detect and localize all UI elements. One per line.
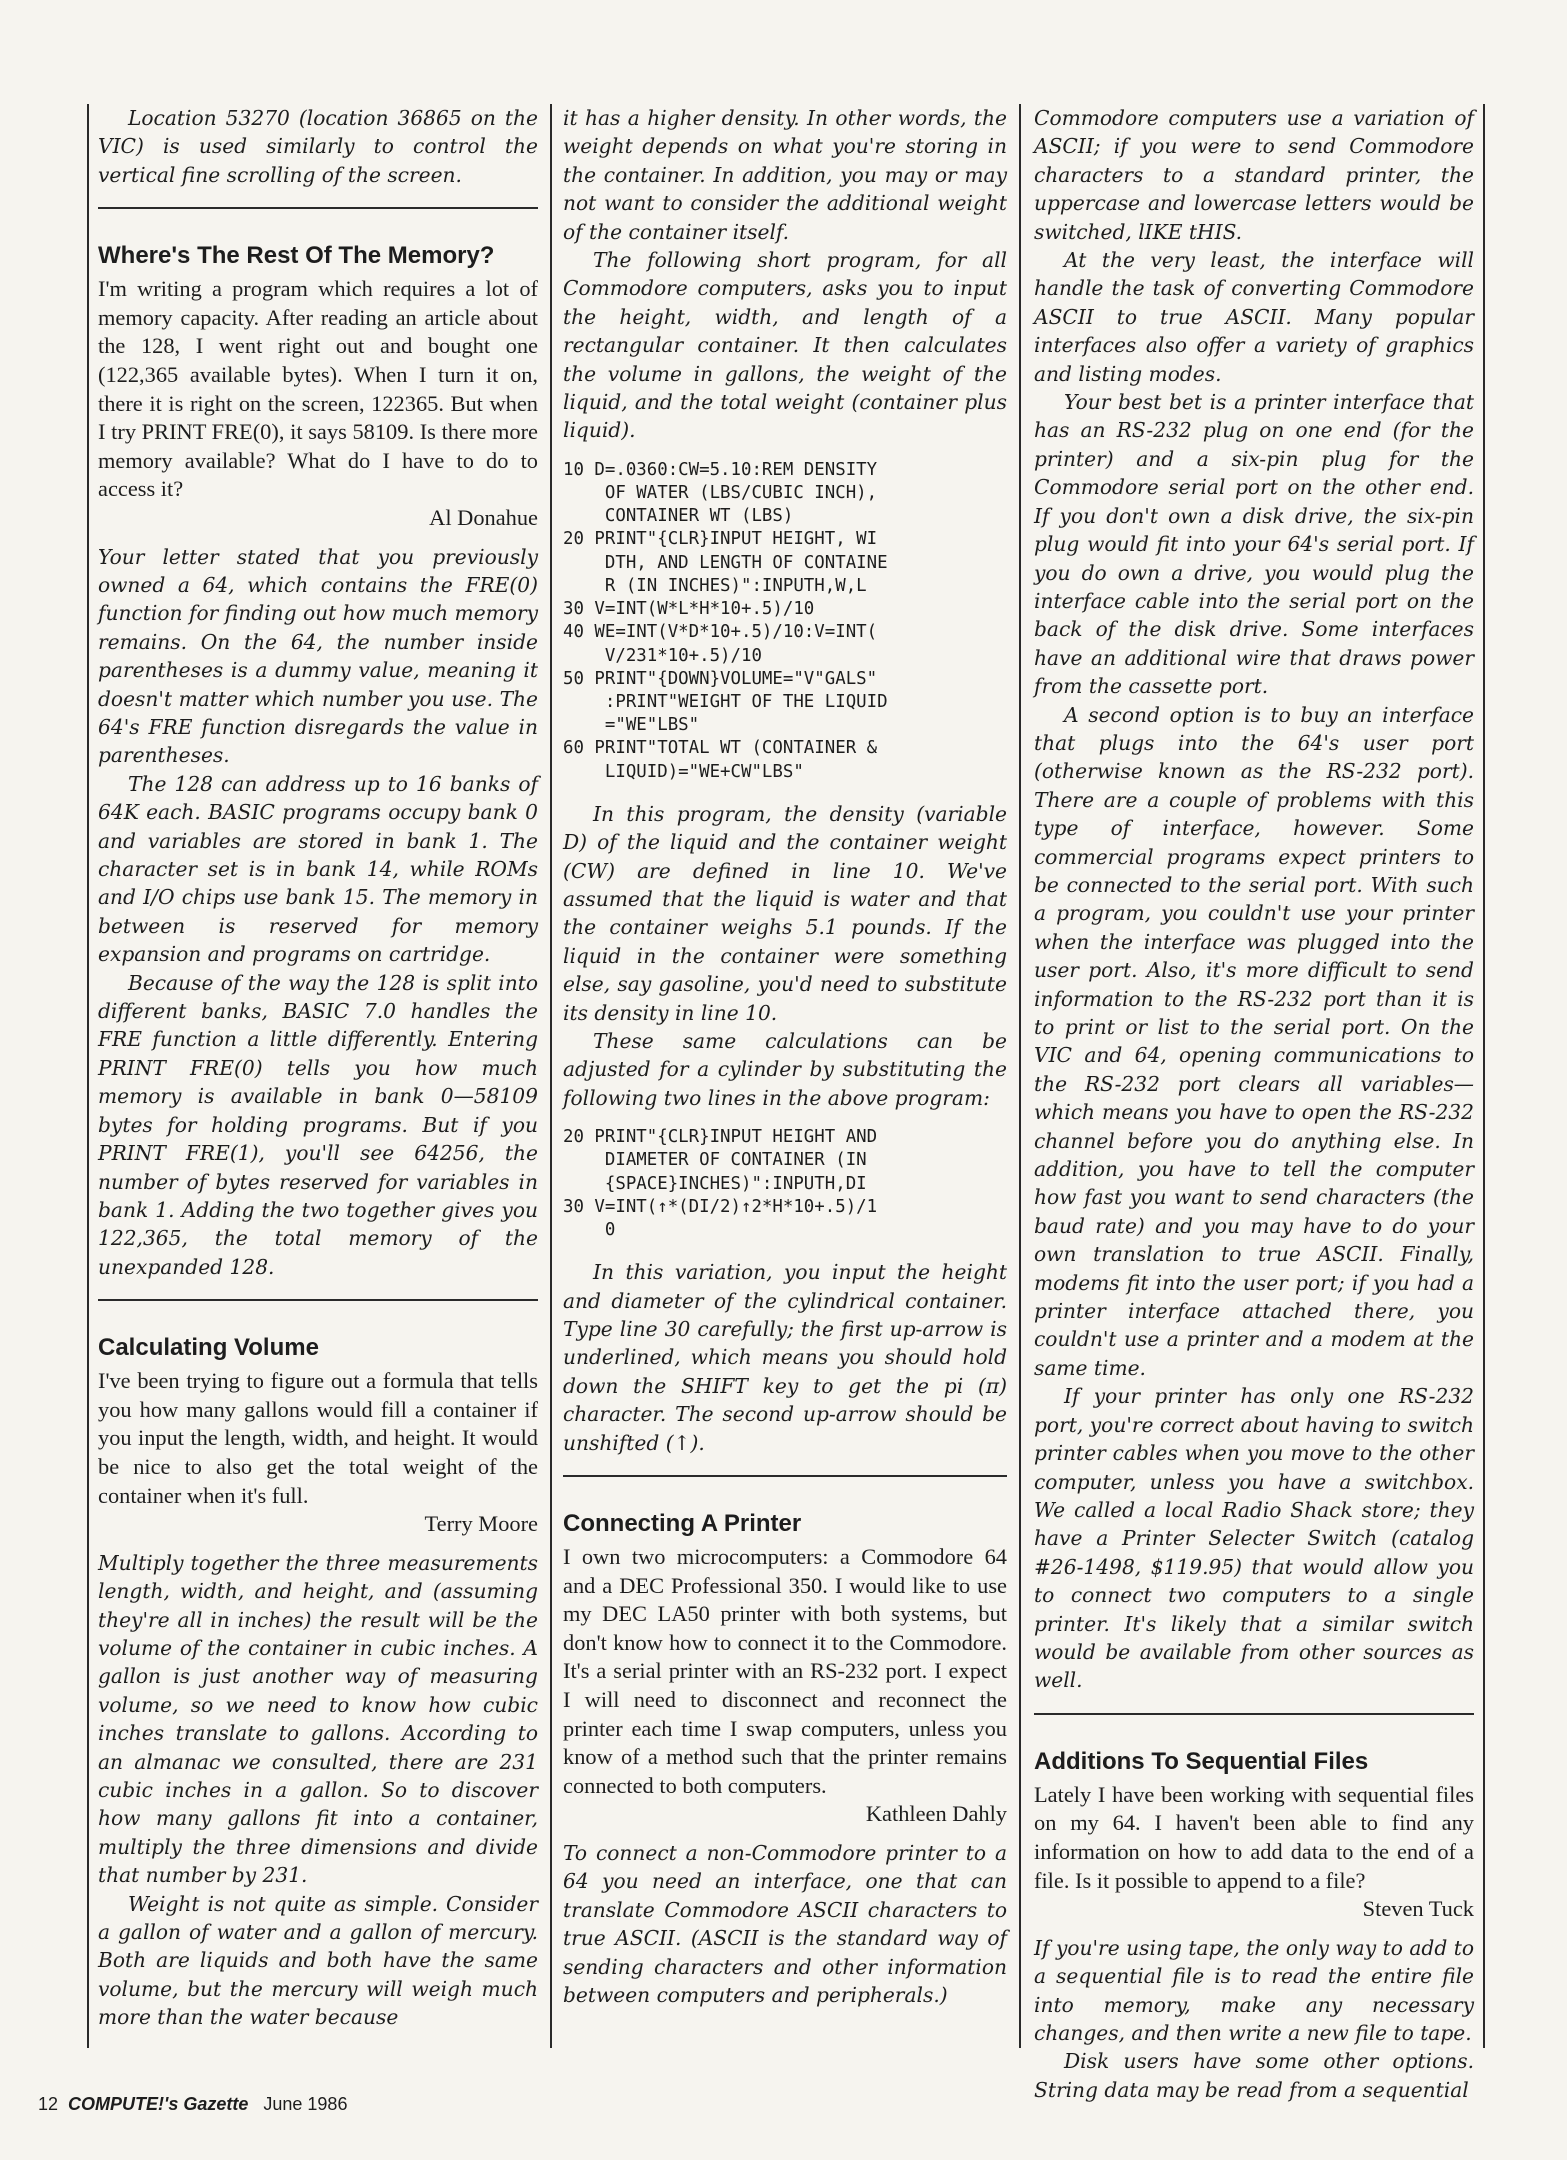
printer-answer-5: If your printer has only one RS-232 port, you're correct about having to switch printer cables when you move to the other computer, unless you have a switchbox. We called a local Radio Shack store; they have a Printer Selecter Switch (catalog #26-1498, $119.95) that would allow you to connect two computers to a single printer. It's likely that a similar switch would be available from other sources as well. — [1034, 1384, 1474, 1693]
column-rule-right — [1483, 104, 1485, 2048]
volume-section — [98, 1333, 538, 2031]
sequential-letter: Lately I have been working with sequential files on my 64. I haven't been able to find any information on how to add data to the end of a file. Is it possible to append to a file? — [1034, 1781, 1474, 1893]
printer-answer-1: To connect a non-Commodore printer to a 64 you need an interface, one that can translate Commodore ASCII characters to true ASCII. (ASCII is the standard way of sending characters and other information between computers and peripherals.) — [563, 1840, 1007, 2008]
column-3 — [1034, 104, 1474, 2104]
printer-answer-4: A second option is to buy an interface that plugs into the 64's user port (otherwise known as the RS-232 port). There are a couple of problems with this type of interface, however. Some commercial programs expect printers to be connected to the serial port. With such a program, you couldn't use your printer when the interface was plugged into the user port. Also, it's more difficult to send information to the RS-232 port than it is to print or list to the serial port. On the VIC and 64, opening communications to the RS-232 port clears all variables—which means you have to open the RS-232 channel before you do anything else. In addition, you have to tell the computer how fast you want to send characters (the baud rate) and you may have to do your own translation to true ASCII. Finally, modems fit into the user port; if you had a printer interface attached there, you couldn't use a printer and a modem at the same time. — [1034, 702, 1474, 1380]
column-rule-left — [87, 104, 89, 2048]
page-number: 12 — [38, 2094, 59, 2114]
cylinder-intro: These same calculations can be adjusted for a cylinder by substituting the following two lines in the above program: — [563, 1028, 1007, 1110]
volume-heading: Calculating Volume — [98, 1334, 319, 1362]
section-divider — [98, 207, 538, 209]
memory-answer-3: Because of the way the 128 is split into different banks, BASIC 7.0 handles the FRE function a little differently. Entering PRINT FRE(0) tells you how much memory is available in bank 0—58109 bytes for holding programs. But if you PRINT FRE(1), you'll see 64256, the number of bytes reserved for variables in bank 1. Adding the two together gives you 122,365, the total memory of the unexpanded 128. — [98, 970, 538, 1279]
intro-paragraph: Location 53270 (location 36865 on the VIC) is used similarly to control the vertical fine scrolling of the screen. — [98, 106, 538, 187]
memory-heading: Where's The Rest Of The Memory? — [98, 242, 495, 270]
volume-continued: it has a higher density. In other words, the weight depends on what you're storing in the container. In addition, you may or may not want to consider the additional weight of the container itself. — [563, 106, 1007, 244]
section-divider — [98, 1299, 538, 1301]
printer-signature: Kathleen Dahly — [865, 1801, 1007, 1827]
program-listing-rectangular: 10 D=.0360:CW=5.10:REM DENSITY OF WATER (LBS/CUBIC INCH), CONTAINER WT (LBS) 20 PRINT"{CLR}INPUT HEIGHT, WI DTH, AND LENGTH OF CONTAINE R (IN INCHES)":INPUTH,W,L 30 V=INT(W*L*H*10+.5)/10 40 WE=INT(V*D*10+.5)/10:V=INT( V/231*10+.5)/10 50 PRINT"{DOWN}VOLUME="V"GALS" :PRINT"WEIGHT OF THE LIQUID ="WE"LBS" 60 PRINT"TOTAL WT (CONTAINER & LIQUID)="WE+CW"LBS" — [563, 459, 888, 782]
column-rule-middle-left — [550, 104, 552, 2048]
cylinder-explanation: In this variation, you input the height and diameter of the cylindrical container. Type line 30 carefully; the first up-arrow is underlined, which means you should hold down the SHIFT key to get the pi (π) character. The second up-arrow should be unshifted (↑). — [563, 1260, 1007, 1455]
program-explanation: In this program, the density (variable D) of the liquid and the container weight (CW) are defined in line 10. We've assumed that the liquid is water and that the container weighs 5.1 pounds. If the liquid in the container were something else, say gasoline, you'd need to substitute its density in line 10. — [563, 801, 1007, 1025]
sequential-signature: Steven Tuck — [1362, 1896, 1474, 1922]
sequential-answer-2: Disk users have some other options. String data may be read from a sequential — [1034, 2049, 1474, 2102]
volume-signature: Terry Moore — [424, 1511, 538, 1537]
magazine-title: COMPUTE!'s Gazette — [68, 2094, 249, 2114]
section-divider — [1034, 1713, 1474, 1715]
memory-answer-2: The 128 can address up to 16 banks of 64K each. BASIC programs occupy bank 0 and variables are stored in bank 1. The character set is in bank 14, while ROMs and I/O chips use bank 15. The memory in between is reserved for memory expansion and programs on cartridge. — [98, 771, 538, 967]
printer-answer-2: At the very least, the interface will handle the task of converting Commodore ASCII to true ASCII. Many popular interfaces also offer a variety of graphics and listing modes. — [1034, 248, 1474, 386]
volume-answer-2: Weight is not quite as simple. Consider a gallon of water and a gallon of mercury. Both are liquids and both have the same volume, but the mercury will weigh much more than the water because — [98, 1891, 538, 2030]
program-intro: The following short program, for all Commodore computers, asks you to input the height, width, and length of a rectangular container. It then calculates the volume in gallons, the weight of the liquid, and the total weight (container plus liquid). — [563, 248, 1007, 443]
printer-answer-3: Your best bet is a printer interface that has an RS-232 plug on one end (for the printer) and a six-pin plug for the Commodore serial port on the other end. If you don't own a disk drive, the six-pin plug would fit into your 64's serial port. If you do own a drive, you would plug the interface cable into the serial port on the back of the disk drive. Some interfaces have an additional wire that draws power from the cassette port. — [1034, 390, 1474, 699]
sequential-files-section — [1034, 1747, 1474, 2104]
memory-letter: I'm writing a program which requires a lot of memory capacity. After reading an article about the 128, I went right out and bought one (122,365 available bytes). When I turn it on, there it is right on the screen, 122365. But when I try PRINT FRE(0), it says 58109. Is there more memory available? What do I have to do to access it? — [98, 276, 538, 502]
volume-letter: I've been trying to figure out a formula that tells you how many gallons would fill a container if you input the length, width, and height. It would be nice to also get the total weight of the container when it's full. — [98, 1368, 538, 1508]
volume-answer-1: Multiply together the three measurements length, width, and height, and (assuming they're all in inches) the result will be the volume of the container in cubic inches. A gallon is just another way of measuring volume, so we need to know how cubic inches translate to gallons. According to an almanac we consulted, there are 231 cubic inches in a gallon. So to discover how many gallons fit into a container, multiply the three dimensions and divide that number by 231. — [98, 1550, 538, 1888]
printer-answer-continued: Commodore computers use a variation of ASCII; if you were to send Commodore characters to a standard printer, the uppercase and lowercase letters would be switched, lIKE tHIS. — [1034, 106, 1474, 244]
memory-answer-1: Your letter stated that you previously owned a 64, which contains the FRE(0) function for finding out how much memory remains. On the 64, the number inside parentheses is a dummy value, meaning it doesn't matter which number you use. The 64's FRE function disregards the value in parentheses. — [98, 544, 538, 768]
memory-section — [98, 241, 538, 1281]
printer-letter: I own two microcomputers: a Commodore 64 and a DEC Professional 350. I would like to use my DEC LA50 printer with both systems, but don't know how to connect it to the Commodore. It's a serial printer with an RS-232 port. I expect I will need to disconnect and reconnect the printer each time I swap computers, unless you know of a method such that the printer remains connected to both computers. — [563, 1544, 1007, 1798]
program-listing-cylinder: 20 PRINT"{CLR}INPUT HEIGHT AND DIAMETER OF CONTAINER (IN {SPACE}INCHES)":INPUTH,DI 30 V=INT(↑*(DI/2)↑2*H*10+.5)/1 0 — [563, 1127, 878, 1240]
sequential-heading: Additions To Sequential Files — [1034, 1747, 1369, 1775]
issue-date: June 1986 — [263, 2094, 348, 2114]
column-1 — [98, 104, 538, 2032]
section-divider — [563, 1475, 1007, 1477]
printer-section — [563, 1509, 1007, 2009]
column-2 — [563, 104, 1007, 2009]
sequential-answer-1: If you're using tape, the only way to add to a sequential file is to read the entire file into memory, make any necessary changes, and then write a new file to tape. — [1034, 1935, 1474, 2045]
page-footer — [38, 2094, 347, 2115]
printer-heading: Connecting A Printer — [563, 1510, 802, 1538]
memory-signature: Al Donahue — [429, 504, 538, 530]
column-rule-middle-right — [1019, 104, 1021, 2048]
